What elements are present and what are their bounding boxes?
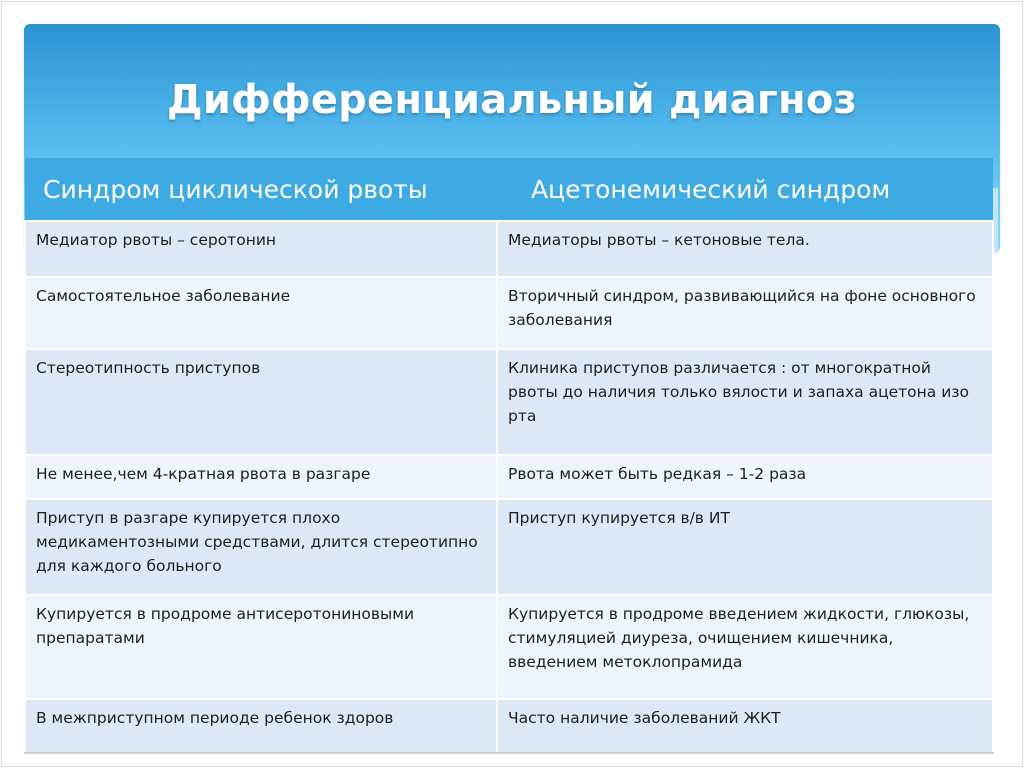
page-title: Дифференциальный диагноз	[167, 77, 857, 123]
table-row	[25, 455, 993, 499]
cell-cyclic: Приступ в разгаре купируется плохо медикаментозными средствами, длится стереотипно для каждого больного	[25, 499, 497, 595]
table-row	[25, 221, 993, 277]
cell-cyclic: Стереотипность приступов	[25, 349, 497, 455]
header-cyclic-vomiting: Синдром циклической рвоты	[25, 158, 497, 221]
table-row	[25, 277, 993, 349]
table-header-row	[25, 158, 993, 221]
table-row	[25, 499, 993, 595]
header-acetonemic: Ацетонемический синдром	[497, 158, 993, 221]
cell-acetonemic: Часто наличие заболеваний ЖКТ	[497, 699, 993, 753]
cell-cyclic: Медиатор рвоты – серотонин	[25, 221, 497, 277]
table-row	[25, 349, 993, 455]
cell-acetonemic: Медиаторы рвоты – кетоновые тела.	[497, 221, 993, 277]
cell-acetonemic: Рвота может быть редкая – 1-2 раза	[497, 455, 993, 499]
cell-cyclic: Купируется в продроме антисеротониновыми препаратами	[25, 595, 497, 699]
cell-acetonemic: Клиника приступов различается : от многократной рвоты до наличия только вялости и запаха ацетона изо рта	[497, 349, 993, 455]
cell-acetonemic: Вторичный синдром, развивающийся на фоне основного заболевания	[497, 277, 993, 349]
table-row	[25, 699, 993, 753]
cell-acetonemic: Купируется в продроме введением жидкости, глюкозы, стимуляцией диуреза, очищением кишечника, введением метоклопрамида	[497, 595, 993, 699]
cell-cyclic: В межприступном периоде ребенок здоров	[25, 699, 497, 753]
cell-cyclic: Самостоятельное заболевание	[25, 277, 497, 349]
cell-cyclic: Не менее,чем 4-кратная рвота в разгаре	[25, 455, 497, 499]
comparison-table	[24, 158, 994, 754]
table-row	[25, 595, 993, 699]
cell-acetonemic: Приступ купируется в/в ИТ	[497, 499, 993, 595]
